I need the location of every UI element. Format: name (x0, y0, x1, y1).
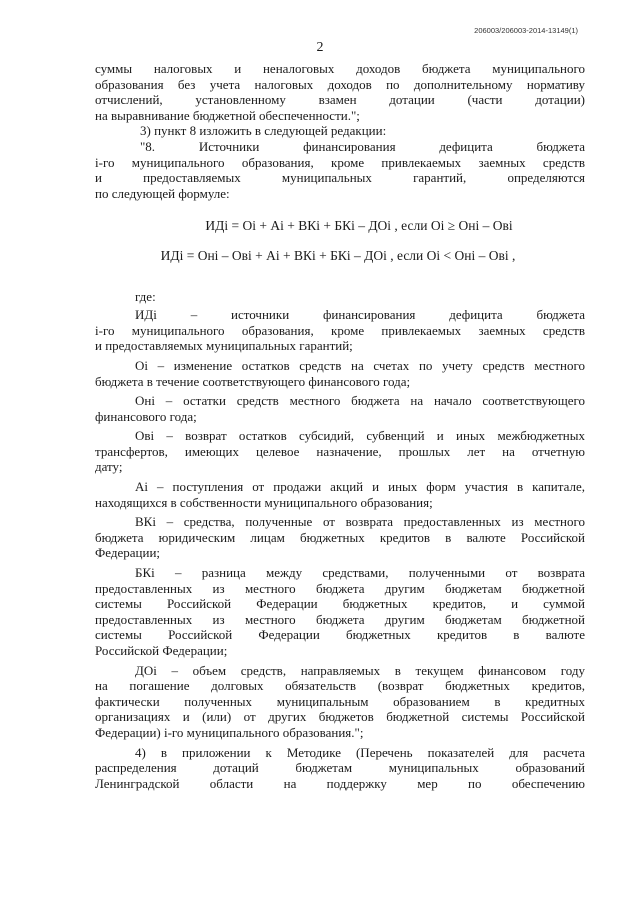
text-line: по следующей формуле: (95, 185, 230, 201)
paragraph-4 (95, 745, 585, 792)
text-line: бюджета юридическим лицам бюджетных кредитов в валюте Российской (95, 529, 585, 545)
definition-bk (95, 565, 585, 659)
formula-1: ИДi = Оi + Аi + ВКi + БКi – ДОi , если Оi ≥ Онi – Овi (205, 218, 513, 234)
text-line: системы Российской Федерации бюджетных кредитов в валюте (95, 627, 585, 643)
text-line: образования без учета налоговых доходов по дополнительному нормативу (95, 76, 585, 92)
text-line: Овi – возврат остатков субсидий, субвенций и иных межбюджетных (135, 428, 585, 444)
text-line: системы Российской Федерации бюджетных кредитов, и суммой (95, 596, 585, 612)
text-line: фактически полученных муниципальным образованием в кредитных (95, 693, 585, 709)
paragraph-2 (95, 123, 585, 139)
paragraph-1 (95, 61, 585, 123)
definition-id (95, 307, 585, 354)
text-line: "8. Источники финансирования дефицита бюджета (140, 138, 585, 154)
text-line: ДОi – объем средств, направляемых в текущем финансовом году (135, 662, 585, 678)
where-label: где: (135, 288, 156, 304)
paragraph-3 (95, 139, 585, 201)
text-line: ИДi – источники финансирования дефицита бюджета (135, 307, 585, 323)
text-line: Федерации; (95, 545, 161, 561)
text-line: Российской Федерации; (95, 643, 228, 658)
page-number: 2 (316, 40, 324, 55)
text-line: БКi – разница между средствами, полученными от возврата (135, 565, 585, 581)
text-line: финансового года; (95, 408, 197, 424)
text-line: i-го муниципального образования, кроме привлекаемых заемных средств (95, 154, 585, 170)
text-line: Оi – изменение остатков средств на счетах по учету средств местного (135, 357, 585, 373)
text-line: трансфертов, имеющих целевое назначение, прошлых лет на отчетную (95, 443, 585, 459)
definition-ov (95, 428, 585, 475)
text-line: бюджета в течение соответствующего финансового года; (95, 373, 411, 389)
definition-o (95, 358, 585, 389)
text-line: Онi – остатки средств местного бюджета на начало соответствующего (135, 393, 585, 409)
text-line: 4) в приложении к Методике (Перечень показателей для расчета (135, 744, 585, 760)
text-line: 3) пункт 8 изложить в следующей редакции: (140, 123, 387, 139)
text-line: Аi – поступления от продажи акций и иных форм участия в капитале, (135, 479, 585, 495)
document-body (95, 61, 585, 791)
definition-on (95, 393, 585, 424)
text-line: Федерации) i-го муниципального образования."; (95, 724, 364, 740)
text-line: и предоставляемых муниципальных гарантий; (95, 338, 353, 354)
text-line: Ленинградской области на поддержку мер по обеспечению (95, 775, 585, 791)
text-line: ВКi – средства, полученные от возврата предоставленных из местного (135, 514, 585, 530)
text-line: предоставленных из местного бюджета другим бюджетам бюджетной (95, 611, 585, 627)
text-line: распределения дотаций бюджетам муниципальных образований (95, 760, 585, 776)
text-line: организациях и (или) от других бюджетов бюджетной системы Российской (95, 709, 585, 725)
definition-do (95, 663, 585, 741)
definition-vk (95, 514, 585, 561)
text-line: отчислений, установленному взамен дотации (части дотации) (95, 92, 585, 108)
text-line: суммы налоговых и неналоговых доходов бюджета муниципального (95, 61, 585, 76)
text-line: на погашение долговых обязательств (возврат бюджетных кредитов, (95, 678, 585, 694)
text-line: находящихся в собственности муниципального образования; (95, 494, 433, 510)
text-line: и предоставляемых муниципальных гарантий, определяются (95, 170, 585, 186)
document-id: 206003/206003-2014-13149(1) (474, 26, 578, 35)
text-line: дату; (95, 459, 123, 475)
text-line: i-го муниципального образования, кроме привлекаемых заемных средств (95, 322, 585, 338)
formula-2: ИДi = Онi – Овi + Аi + ВКi + БКi – ДОi , если Оi < Онi – Овi , (160, 247, 516, 263)
definition-a (95, 479, 585, 510)
text-line: на выравнивание бюджетной обеспеченности."; (95, 107, 360, 123)
text-line: предоставленных из местного бюджета другим бюджетам бюджетной (95, 580, 585, 596)
